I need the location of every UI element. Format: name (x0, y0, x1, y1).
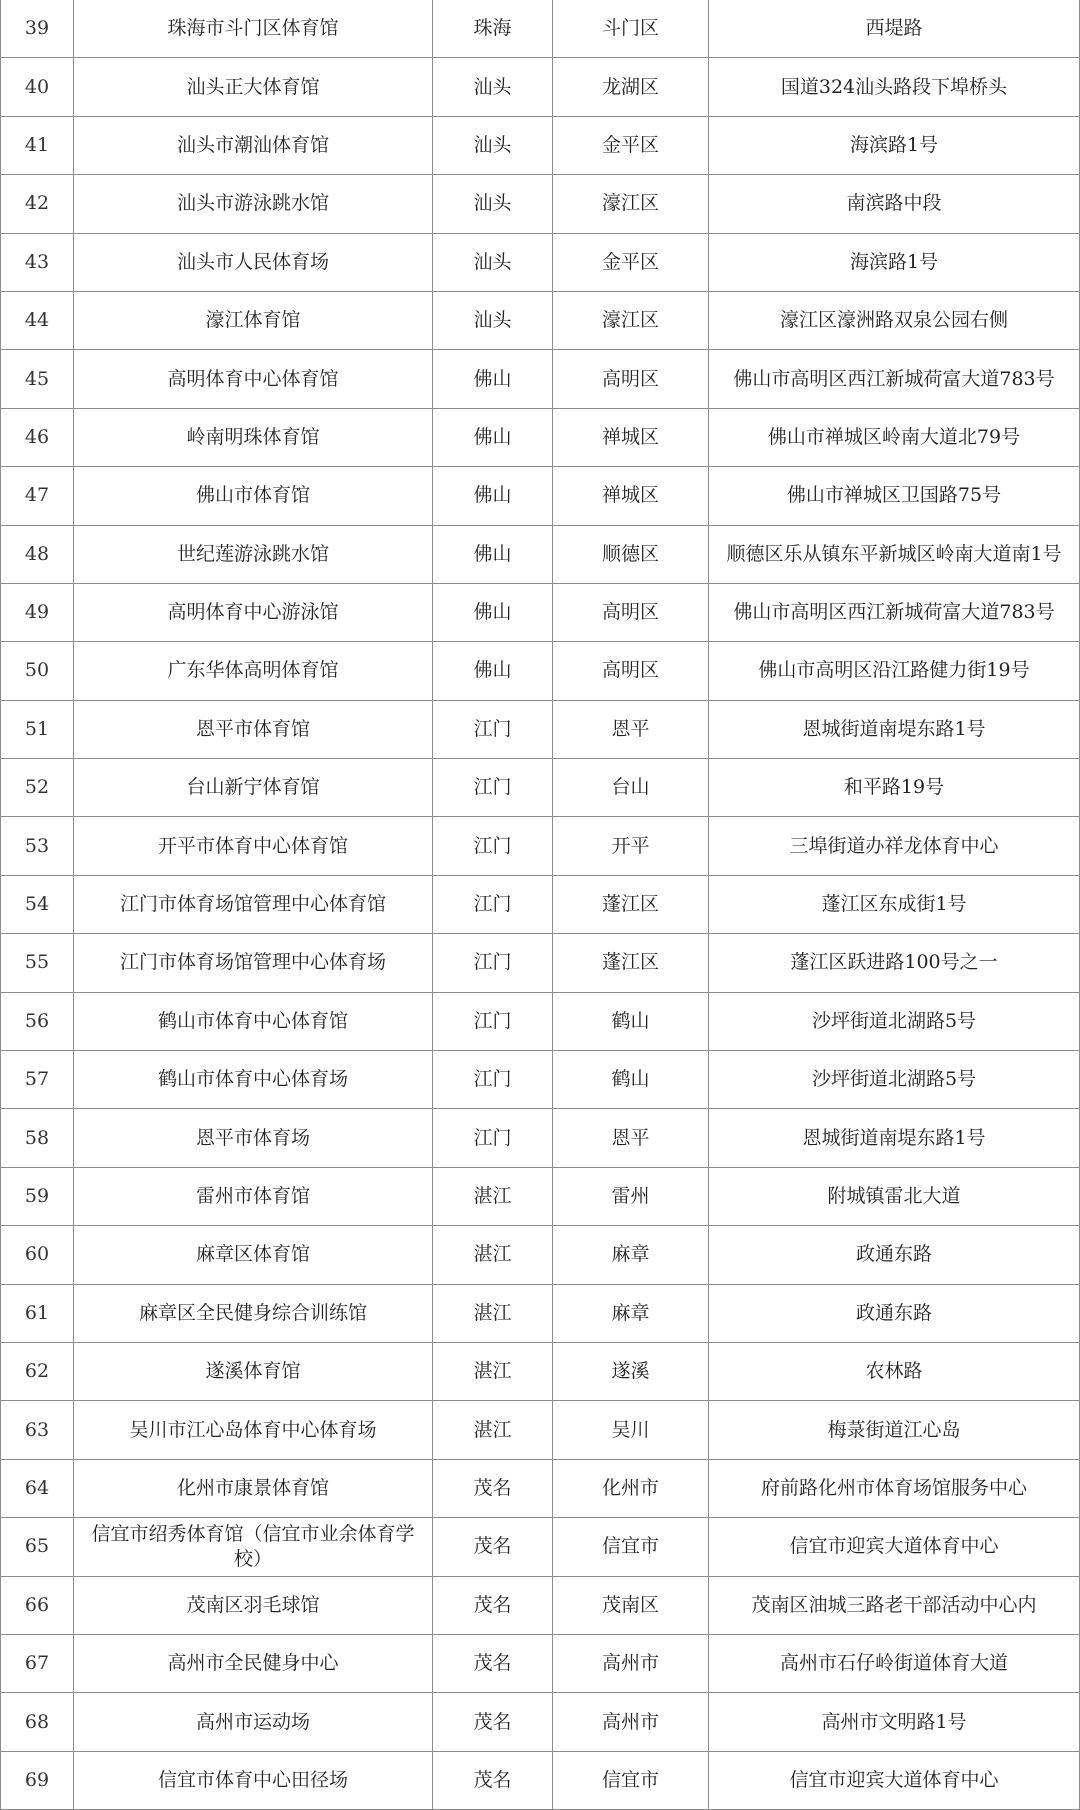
table-row (1, 1459, 1080, 1517)
row-number-cell: 50 (1, 642, 74, 700)
city-cell: 湛江 (433, 1401, 553, 1459)
venue-name-cell: 岭南明珠体育馆 (74, 408, 433, 466)
district-cell: 濠江区 (553, 175, 709, 233)
city-cell: 江门 (433, 700, 553, 758)
address-cell: 信宜市迎宾大道体育中心 (709, 1751, 1080, 1809)
row-number-cell: 59 (1, 1167, 74, 1225)
address-cell: 三埠街道办祥龙体育中心 (709, 817, 1080, 875)
row-number-cell: 45 (1, 350, 74, 408)
table-row (1, 759, 1080, 817)
district-cell: 金平区 (553, 116, 709, 174)
venue-name-cell: 汕头市游泳跳水馆 (74, 175, 433, 233)
address-cell: 沙坪街道北湖路5号 (709, 1051, 1080, 1109)
venue-name-cell: 汕头市潮汕体育馆 (74, 116, 433, 174)
city-cell: 江门 (433, 817, 553, 875)
district-cell: 雷州 (553, 1167, 709, 1225)
venue-name-cell: 台山新宁体育馆 (74, 759, 433, 817)
table-row (1, 175, 1080, 233)
city-cell: 佛山 (433, 583, 553, 641)
city-cell: 茂名 (433, 1518, 553, 1576)
table-row (1, 1342, 1080, 1400)
district-cell: 高州市 (553, 1634, 709, 1692)
city-cell: 湛江 (433, 1226, 553, 1284)
address-cell: 高州市文明路1号 (709, 1693, 1080, 1751)
venue-name-cell: 麻章区体育馆 (74, 1226, 433, 1284)
address-cell: 佛山市禅城区卫国路75号 (709, 467, 1080, 525)
row-number-cell: 52 (1, 759, 74, 817)
venue-name-cell: 汕头市人民体育场 (74, 233, 433, 291)
city-cell: 湛江 (433, 1342, 553, 1400)
row-number-cell: 66 (1, 1576, 74, 1634)
venue-name-cell: 鹤山市体育中心体育场 (74, 1051, 433, 1109)
venue-name-cell: 珠海市斗门区体育馆 (74, 0, 433, 58)
address-cell: 梅菉街道江心岛 (709, 1401, 1080, 1459)
district-cell: 高明区 (553, 642, 709, 700)
city-cell: 茂名 (433, 1634, 553, 1692)
row-number-cell: 62 (1, 1342, 74, 1400)
district-cell: 顺德区 (553, 525, 709, 583)
table-row (1, 350, 1080, 408)
row-number-cell: 46 (1, 408, 74, 466)
row-number-cell: 39 (1, 0, 74, 58)
table-row (1, 1518, 1080, 1576)
venue-name-cell: 高明体育中心体育馆 (74, 350, 433, 408)
row-number-cell: 42 (1, 175, 74, 233)
district-cell: 龙湖区 (553, 58, 709, 116)
row-number-cell: 55 (1, 934, 74, 992)
district-cell: 鹤山 (553, 992, 709, 1050)
district-cell: 麻章 (553, 1284, 709, 1342)
city-cell: 佛山 (433, 642, 553, 700)
district-cell: 麻章 (553, 1226, 709, 1284)
table-row (1, 1634, 1080, 1692)
address-cell: 农林路 (709, 1342, 1080, 1400)
venue-name-cell: 高明体育中心游泳馆 (74, 583, 433, 641)
city-cell: 佛山 (433, 408, 553, 466)
city-cell: 江门 (433, 875, 553, 933)
venue-name-cell: 茂南区羽毛球馆 (74, 1576, 433, 1634)
venue-name-cell: 世纪莲游泳跳水馆 (74, 525, 433, 583)
city-cell: 珠海 (433, 0, 553, 58)
table-row (1, 642, 1080, 700)
city-cell: 江门 (433, 934, 553, 992)
venue-name-cell: 广东华体高明体育馆 (74, 642, 433, 700)
district-cell: 信宜市 (553, 1751, 709, 1809)
address-cell: 恩城街道南堤东路1号 (709, 1109, 1080, 1167)
address-cell: 濠江区濠洲路双泉公园右侧 (709, 291, 1080, 349)
row-number-cell: 61 (1, 1284, 74, 1342)
city-cell: 茂名 (433, 1576, 553, 1634)
address-cell: 政通东路 (709, 1226, 1080, 1284)
table-row (1, 1693, 1080, 1751)
row-number-cell: 68 (1, 1693, 74, 1751)
row-number-cell: 51 (1, 700, 74, 758)
row-number-cell: 67 (1, 1634, 74, 1692)
venue-name-cell: 濠江体育馆 (74, 291, 433, 349)
table-row (1, 583, 1080, 641)
district-cell: 恩平 (553, 700, 709, 758)
city-cell: 佛山 (433, 525, 553, 583)
city-cell: 汕头 (433, 175, 553, 233)
address-cell: 海滨路1号 (709, 116, 1080, 174)
row-number-cell: 64 (1, 1459, 74, 1517)
district-cell: 高明区 (553, 350, 709, 408)
address-cell: 沙坪街道北湖路5号 (709, 992, 1080, 1050)
table-row (1, 408, 1080, 466)
district-cell: 濠江区 (553, 291, 709, 349)
table-row (1, 1051, 1080, 1109)
row-number-cell: 48 (1, 525, 74, 583)
district-cell: 金平区 (553, 233, 709, 291)
table-row (1, 116, 1080, 174)
address-cell: 海滨路1号 (709, 233, 1080, 291)
venue-name-cell: 江门市体育场馆管理中心体育场 (74, 934, 433, 992)
district-cell: 蓬江区 (553, 934, 709, 992)
district-cell: 禅城区 (553, 408, 709, 466)
table-row (1, 1401, 1080, 1459)
table-row (1, 700, 1080, 758)
row-number-cell: 57 (1, 1051, 74, 1109)
row-number-cell: 69 (1, 1751, 74, 1809)
table-row (1, 58, 1080, 116)
table-row (1, 525, 1080, 583)
city-cell: 汕头 (433, 291, 553, 349)
city-cell: 汕头 (433, 58, 553, 116)
city-cell: 江门 (433, 992, 553, 1050)
address-cell: 高州市石仔岭街道体育大道 (709, 1634, 1080, 1692)
row-number-cell: 63 (1, 1401, 74, 1459)
city-cell: 汕头 (433, 233, 553, 291)
row-number-cell: 58 (1, 1109, 74, 1167)
city-cell: 茂名 (433, 1459, 553, 1517)
venue-name-cell: 遂溪体育馆 (74, 1342, 433, 1400)
district-cell: 高明区 (553, 583, 709, 641)
venue-name-cell: 恩平市体育场 (74, 1109, 433, 1167)
table-row (1, 291, 1080, 349)
table-row (1, 1751, 1080, 1809)
district-cell: 鹤山 (553, 1051, 709, 1109)
venue-name-cell: 信宜市体育中心田径场 (74, 1751, 433, 1809)
venue-name-cell: 麻章区全民健身综合训练馆 (74, 1284, 433, 1342)
row-number-cell: 41 (1, 116, 74, 174)
address-cell: 恩城街道南堤东路1号 (709, 700, 1080, 758)
city-cell: 佛山 (433, 350, 553, 408)
district-cell: 茂南区 (553, 1576, 709, 1634)
venue-table-body (1, 0, 1080, 1810)
address-cell: 蓬江区东成街1号 (709, 875, 1080, 933)
table-row (1, 1226, 1080, 1284)
table-row (1, 875, 1080, 933)
table-row (1, 1576, 1080, 1634)
city-cell: 佛山 (433, 467, 553, 525)
district-cell: 信宜市 (553, 1518, 709, 1576)
address-cell: 佛山市高明区西江新城荷富大道783号 (709, 350, 1080, 408)
table-row (1, 0, 1080, 58)
district-cell: 遂溪 (553, 1342, 709, 1400)
table-row (1, 992, 1080, 1050)
venue-name-cell: 高州市运动场 (74, 1693, 433, 1751)
district-cell: 化州市 (553, 1459, 709, 1517)
district-cell: 蓬江区 (553, 875, 709, 933)
address-cell: 佛山市禅城区岭南大道北79号 (709, 408, 1080, 466)
district-cell: 斗门区 (553, 0, 709, 58)
address-cell: 府前路化州市体育场馆服务中心 (709, 1459, 1080, 1517)
address-cell: 附城镇雷北大道 (709, 1167, 1080, 1225)
venue-name-cell: 吴川市江心岛体育中心体育场 (74, 1401, 433, 1459)
address-cell: 信宜市迎宾大道体育中心 (709, 1518, 1080, 1576)
district-cell: 开平 (553, 817, 709, 875)
address-cell: 蓬江区跃进路100号之一 (709, 934, 1080, 992)
venue-name-cell: 信宜市绍秀体育馆（信宜市业余体育学校） (74, 1518, 433, 1576)
row-number-cell: 47 (1, 467, 74, 525)
table-row (1, 817, 1080, 875)
table-row (1, 1109, 1080, 1167)
venue-name-cell: 江门市体育场馆管理中心体育馆 (74, 875, 433, 933)
city-cell: 江门 (433, 1051, 553, 1109)
address-cell: 佛山市高明区西江新城荷富大道783号 (709, 583, 1080, 641)
row-number-cell: 53 (1, 817, 74, 875)
row-number-cell: 60 (1, 1226, 74, 1284)
venue-name-cell: 恩平市体育馆 (74, 700, 433, 758)
row-number-cell: 43 (1, 233, 74, 291)
table-row (1, 1284, 1080, 1342)
district-cell: 高州市 (553, 1693, 709, 1751)
address-cell: 国道324汕头路段下埠桥头 (709, 58, 1080, 116)
city-cell: 茂名 (433, 1693, 553, 1751)
venue-name-cell: 高州市全民健身中心 (74, 1634, 433, 1692)
venue-name-cell: 佛山市体育馆 (74, 467, 433, 525)
address-cell: 政通东路 (709, 1284, 1080, 1342)
table-row (1, 233, 1080, 291)
row-number-cell: 65 (1, 1518, 74, 1576)
venue-name-cell: 雷州市体育馆 (74, 1167, 433, 1225)
address-cell: 西堤路 (709, 0, 1080, 58)
row-number-cell: 54 (1, 875, 74, 933)
venue-name-cell: 鹤山市体育中心体育馆 (74, 992, 433, 1050)
address-cell: 茂南区油城三路老干部活动中心内 (709, 1576, 1080, 1634)
table-row (1, 1167, 1080, 1225)
address-cell: 和平路19号 (709, 759, 1080, 817)
address-cell: 佛山市高明区沿江路健力街19号 (709, 642, 1080, 700)
city-cell: 茂名 (433, 1751, 553, 1809)
row-number-cell: 44 (1, 291, 74, 349)
district-cell: 禅城区 (553, 467, 709, 525)
table-row (1, 467, 1080, 525)
city-cell: 江门 (433, 759, 553, 817)
city-cell: 江门 (433, 1109, 553, 1167)
table-row (1, 934, 1080, 992)
city-cell: 湛江 (433, 1284, 553, 1342)
address-cell: 南滨路中段 (709, 175, 1080, 233)
district-cell: 吴川 (553, 1401, 709, 1459)
address-cell: 顺德区乐从镇东平新城区岭南大道南1号 (709, 525, 1080, 583)
row-number-cell: 40 (1, 58, 74, 116)
district-cell: 恩平 (553, 1109, 709, 1167)
venue-name-cell: 汕头正大体育馆 (74, 58, 433, 116)
city-cell: 汕头 (433, 116, 553, 174)
venue-name-cell: 化州市康景体育馆 (74, 1459, 433, 1517)
district-cell: 台山 (553, 759, 709, 817)
city-cell: 湛江 (433, 1167, 553, 1225)
venue-name-cell: 开平市体育中心体育馆 (74, 817, 433, 875)
row-number-cell: 56 (1, 992, 74, 1050)
row-number-cell: 49 (1, 583, 74, 641)
